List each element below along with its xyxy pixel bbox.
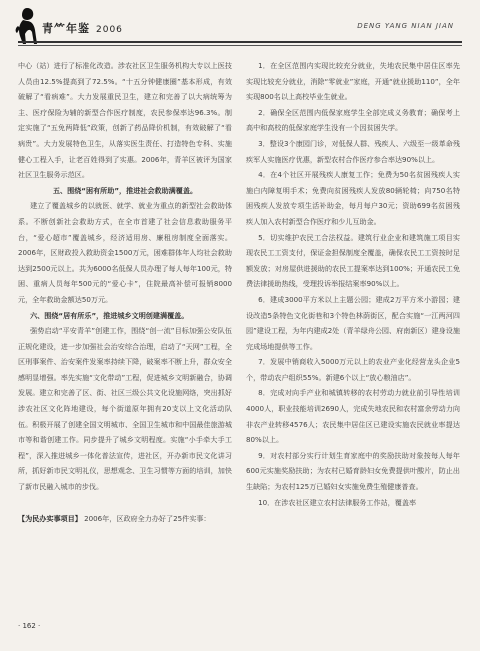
paragraph-assistance: 建立了覆盖城乡的以就医、就学、就业为重点的新型社会救助体系。不断创新社会救助方式，在全市首建了社会信息救助服务平台，“爱心超市”覆盖城乡，经济适用房、廉租房制度全面落实。2006年，区财政投入救助资金1500万元，困难群体年人均社会救助达到2500元以上。共为6000名低保人员办理了每人每年100元，特困、重病人员每年500元的“爱心卡”，住院最高补偿可报销8000元，全年救助金额达50万元。 <box>18 201 232 304</box>
list-item: 5．切实维护农民工合法权益。建筑行业企业和建筑施工项目实现农民工工资支付，保证金担保制度全覆盖，确保农民工工资按时足额发放；对房屋供进援助的农民工提案率达到100%；开通农民工免费法律援助热线，受理投诉举报结案率90%以上。 <box>246 232 460 289</box>
paragraph-civilization: 强势启动“平安青羊”创建工作，围绕“创一流”目标加强公安队伍正规化建设，进一步加强社会治安综合治理，启动了“天网”工程，全区刑事案件、治安案件发案率持续下降，破案率不断上升，群众安全感明显增强。率先实施“文化带动”工程，促进城乡文明新融合，协调发展。建立和完善了区、街、社区三级公共文化设施网络，突出抓好涉农社区文化阵地建设，每个街道原年拥有20支以上文化活动队伍。积极开展了创建全国文明城市、全国卫生城市和中国最佳旅游城市等和谐创建工作。同步提升了城乡文明程度。实施“小手牵大手工程”，深入推进城乡一体化普法宣传，进社区，开办新市民文化讲习所，抓好新市民文明礼仪，思想观念、卫生习惯等方面的培训，加快了新市民融入城市的步伐。 <box>18 326 232 492</box>
brand-name: 青⺮年鉴 <box>42 22 90 35</box>
list-item: 2．确保全区范围内低保家庭学生全部完成义务教育；确保考上高中和高校的低保家庭学生没有一个因贫困失学。 <box>246 107 460 133</box>
left-column <box>18 58 232 526</box>
list-item: 3．整设3个康园门诊，对低保人群、残疾人、六级至一级革命残疾军人实施医疗优惠，新型农村合作医疗参合率达90%以上。 <box>246 138 460 164</box>
list-item: 4．在4个社区开展残疾人康复工作；免费为50名贫困残疾人实施白内障复明手术；免费向贫困残疾人发放80辆轮椅；向750名特困残疾人发放专项生活补助金，每月每户30元；资助699名贫困残疾人加入农村新型合作医疗和少儿互助金。 <box>246 170 460 226</box>
page-header <box>0 0 480 52</box>
project-intro <box>18 511 232 527</box>
list-item: 1．在全区范围内实现比较充分就业，失地农民集中居住区率先实现比较充分就业，消除“零就业”家庭，开通“就业援助110”，全年实现800名以上高校毕业生就业。 <box>246 61 460 102</box>
right-column <box>246 58 460 510</box>
paragraph-gap <box>18 495 232 511</box>
list-item: 10．在涉农社区建立农村法律服务工作站，覆盖率 <box>258 497 417 507</box>
header-rule-thin <box>18 45 462 46</box>
paragraph-health: 中心（站）进行了标准化改造。涉农社区卫生服务机构大专以上医技人员由12.5%提高到了72.5%。“十五分钟健康圈”基本形成，有效破解了“看病难”。大力发展重民卫生，建立和完善了以大病统筹为主、医疗保险为辅的新型合作医疗制度，农民参保率达96.3%。制定实施了“五免两降低”政策，创新了药品降价机制，有效破解了“看病贵”。大力发展特色卫生，从落实医生责任、打造特色专科、实施健心工程入手，让老百姓得到了实惠。2006年，青羊区被评为国家社区卫生服务示范区。 <box>18 61 232 180</box>
yearbook-brand <box>42 20 123 36</box>
header-pinyin-title: DENG YANG NIAN JIAN <box>357 22 454 30</box>
yearbook-logo-figure-icon <box>14 6 40 46</box>
header-rule-thick <box>18 41 462 43</box>
project-text: 2006年，区政府全力办好了25件实事： <box>84 513 211 523</box>
section-heading-civilization: 六、围绕“居有所乐”，推进城乡文明创建满覆盖。 <box>30 310 189 320</box>
list-item: 7．发展中销商收入5000万元以上的农业产业化经营龙头企业5个，带动农户组织55%。新建6个以上“放心粮油店”。 <box>246 357 460 382</box>
brand-year: 2006 <box>96 25 123 35</box>
project-label: 【为民办实事项目】 <box>18 513 82 523</box>
section-heading-assistance: 五、围绕“困有所助”，推进社会救助满覆盖。 <box>52 185 198 195</box>
list-item: 6．建成3000平方米以上主题公园；建成2万平方米小游园；建设改造5条特色文化街巷和3个特色林荫街区，配合实施“一江两河四园”建设工程，为年内建成2处（青羊绿舟公园、府南新区）建身设施完成场地提供等工作。 <box>246 294 460 351</box>
page-number: · 162 · <box>18 622 41 630</box>
list-item: 8．完成对向手产业和城镇转移的农村劳动力就业前引导性培训4000人，职业技能培训2690人，完成失地农民和农村富余劳动力向非农产业转移4576人；农民集中居住区已建设实施农民就业率提达80%以上。 <box>246 388 460 445</box>
list-item: 9．对农村部分实行计划生育家庭中的奖励扶助对象按每人每年600元实施奖励扶助；为农村已婚育龄妇女免费提供叶酸片，防止出生缺陷；为农村125万已婚妇女实施免费生殖健康普查。 <box>246 450 460 492</box>
